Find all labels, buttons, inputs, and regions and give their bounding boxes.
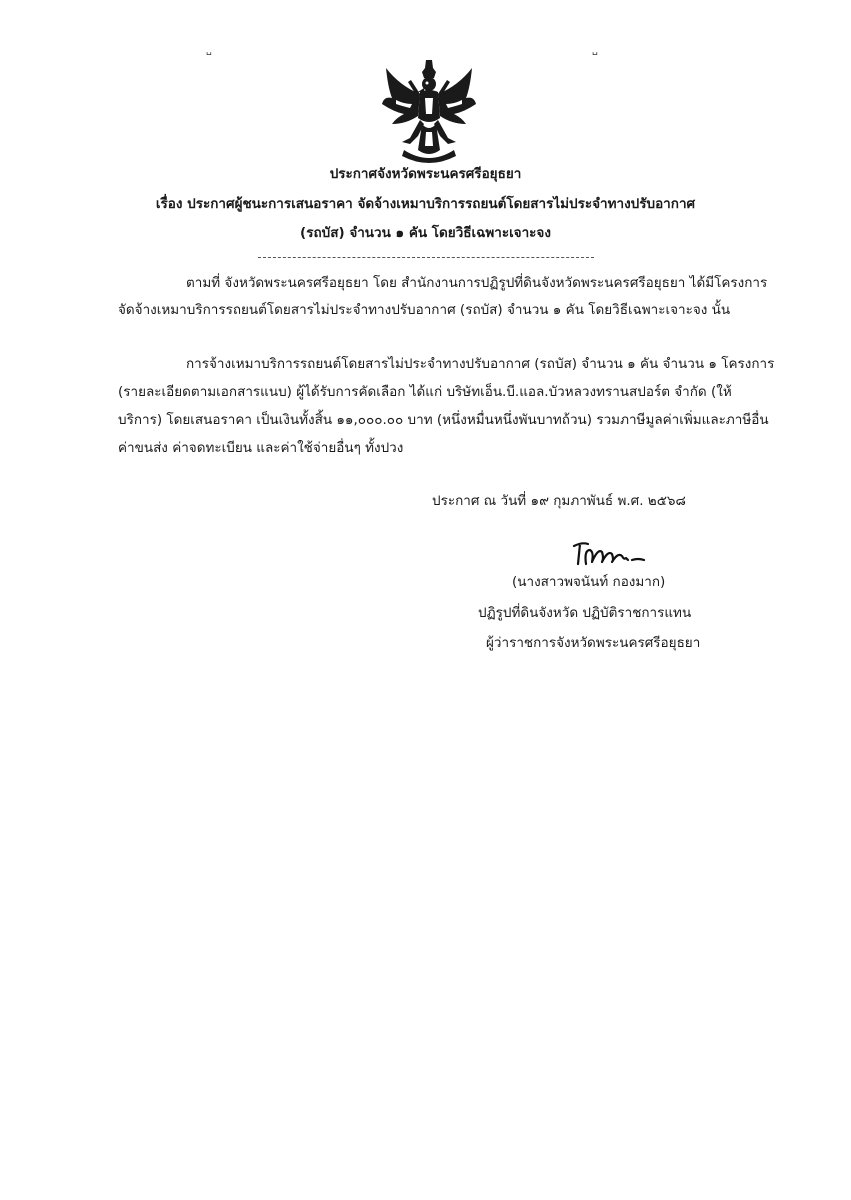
paragraph2-line1: การจ้างเหมาบริการรถยนต์โดยสารไม่ประจำทางปรับอากาศ (รถบัส) จำนวน ๑ คัน จำนวน ๑ โครงการ	[186, 356, 775, 372]
signatory-name: (นางสาวพจนันท์ กองมาก)	[512, 574, 666, 590]
handwritten-signature	[572, 538, 658, 570]
paragraph2-line3: บริการ) โดยเสนอราคา เป็นเงินทั้งสิ้น ๑๑,๐๐๐.๐๐ บาท (หนึ่งหมื่นหนึ่งพันบาทถ้วน) รวมภาษีมูลค่าเพิ่มและภาษีอื่น	[118, 412, 769, 428]
document-subject-line2: (รถบัส) จำนวน ๑ คัน โดยวิธีเฉพาะเจาะจง	[300, 225, 551, 241]
announcement-date: ประกาศ ณ วันที่ ๑๙ กุมภาพันธ์ พ.ศ. ๒๕๖๘	[432, 493, 686, 509]
corner-mark-right: ␣	[592, 46, 598, 56]
title-divider	[258, 257, 594, 258]
signatory-position-line1: ปฏิรูปที่ดินจังหวัด ปฏิบัติราชการแทน	[478, 605, 692, 621]
paragraph1-line2: จัดจ้างเหมาบริการรถยนต์โดยสารไม่ประจำทางปรับอากาศ (รถบัส) จำนวน ๑ คัน โดยวิธีเฉพาะเจาะจง นั้น	[118, 302, 731, 318]
paragraph2-line2: (รายละเอียดตามเอกสารแนบ) ผู้ได้รับการคัดเลือก ได้แก่ บริษัทเอ็น.บี.แอล.บัวหลวงทรานสปอร์ต จำกัด (ให้	[118, 384, 732, 400]
garuda-emblem-icon	[380, 58, 478, 168]
paragraph2-line4: ค่าขนส่ง ค่าจดทะเบียน และค่าใช้จ่ายอื่นๆ ทั้งปวง	[118, 440, 404, 456]
signatory-position-line2: ผู้ว่าราชการจังหวัดพระนครศรีอยุธยา	[486, 635, 701, 651]
document-title: ประกาศจังหวัดพระนครศรีอยุธยา	[329, 166, 522, 182]
corner-mark-left: ␣	[206, 46, 212, 56]
document-subject-line1: เรื่อง ประกาศผู้ชนะการเสนอราคา จัดจ้างเหมาบริการรถยนต์โดยสารไม่ประจำทางปรับอากาศ	[155, 196, 696, 212]
paragraph1-line1: ตามที่ จังหวัดพระนครศรีอยุธยา โดย สำนักงานการปฏิรูปที่ดินจังหวัดพระนครศรีอยุธยา ได้มีโครงการ	[186, 275, 768, 291]
